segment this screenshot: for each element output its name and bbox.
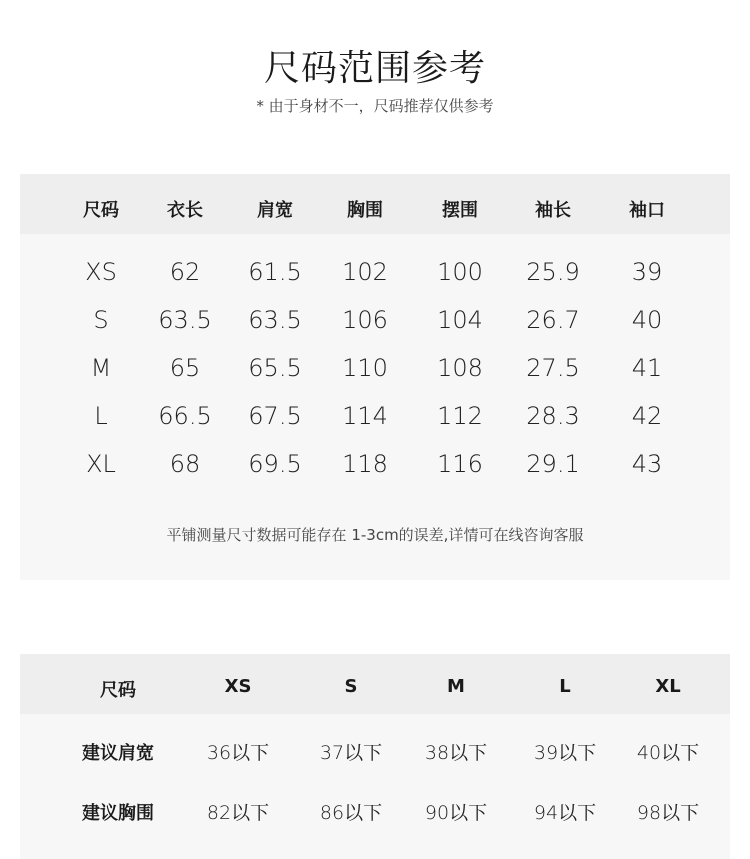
table-cell: 67.5 xyxy=(248,402,302,430)
recommend-table xyxy=(20,654,730,859)
table-cell: 40 xyxy=(631,306,663,334)
table-cell: 41 xyxy=(631,354,663,382)
header-chest: 胸围 xyxy=(347,200,383,221)
page-subtitle: * 由于身材不一，尺码推荐仅供参考 xyxy=(256,97,494,115)
table-cell: 100 xyxy=(437,258,483,286)
table-cell: 66.5 xyxy=(158,402,212,430)
header-l: L xyxy=(559,676,571,697)
table-cell: 43 xyxy=(631,450,663,478)
table-cell: 118 xyxy=(342,450,388,478)
header-shoulder: 肩宽 xyxy=(257,200,293,221)
table-cell: 36以下 xyxy=(206,742,270,764)
table-cell: 82以下 xyxy=(206,802,270,824)
table-cell: 29.1 xyxy=(526,450,580,478)
table-cell: 94以下 xyxy=(533,802,597,824)
table-cell: 65 xyxy=(169,354,201,382)
measurement-note: 平铺测量尺寸数据可能存在 1-3cm的误差,详情可在线咨询客服 xyxy=(166,526,584,544)
header-s: S xyxy=(344,676,358,697)
row-label-chest: 建议胸围 xyxy=(82,803,154,824)
size-table xyxy=(20,174,730,580)
table-cell: 108 xyxy=(437,354,483,382)
header-m: M xyxy=(447,676,465,697)
table-cell: XS xyxy=(85,258,117,286)
header-xl: XL xyxy=(655,676,681,697)
table-cell: 104 xyxy=(437,306,483,334)
row-label-shoulder: 建议肩宽 xyxy=(82,743,154,764)
table-cell: XL xyxy=(86,450,116,478)
table-cell: 26.7 xyxy=(526,306,580,334)
table-cell: 65.5 xyxy=(248,354,302,382)
size-table-header xyxy=(20,174,730,234)
table-cell: M xyxy=(90,354,112,382)
table-cell: 86以下 xyxy=(319,802,383,824)
table-cell: 63.5 xyxy=(248,306,302,334)
header-sleeve-length: 袖长 xyxy=(535,200,571,221)
table-cell: 63.5 xyxy=(158,306,212,334)
table-cell: 116 xyxy=(437,450,483,478)
header-xs: XS xyxy=(224,676,252,697)
table-cell: 28.3 xyxy=(526,402,580,430)
table-cell: 39 xyxy=(631,258,663,286)
table-cell: 68 xyxy=(169,450,201,478)
table-cell: 112 xyxy=(437,402,483,430)
table-cell: 40以下 xyxy=(636,742,700,764)
table-cell: 42 xyxy=(631,402,663,430)
header-size: 尺码 xyxy=(83,200,119,221)
table-cell: 39以下 xyxy=(533,742,597,764)
table-cell: 98以下 xyxy=(636,802,700,824)
table-cell: 69.5 xyxy=(248,450,302,478)
header-size: 尺码 xyxy=(100,680,136,701)
table-cell: S xyxy=(93,306,109,334)
table-cell: 62 xyxy=(169,258,201,286)
header-length: 衣长 xyxy=(167,200,203,221)
header-hem: 摆围 xyxy=(442,200,478,221)
table-cell: 102 xyxy=(342,258,388,286)
table-cell: 110 xyxy=(342,354,388,382)
header-cuff: 袖口 xyxy=(629,200,665,221)
table-cell: 61.5 xyxy=(248,258,302,286)
table-cell: 90以下 xyxy=(424,802,488,824)
table-cell: 38以下 xyxy=(424,742,488,764)
table-cell: 25.9 xyxy=(526,258,580,286)
recommend-table-header xyxy=(20,654,730,714)
table-cell: L xyxy=(94,402,108,430)
table-cell: 27.5 xyxy=(526,354,580,382)
table-cell: 106 xyxy=(342,306,388,334)
table-cell: 37以下 xyxy=(319,742,383,764)
table-cell: 114 xyxy=(342,402,388,430)
page-title: 尺码范围参考 xyxy=(263,48,486,89)
